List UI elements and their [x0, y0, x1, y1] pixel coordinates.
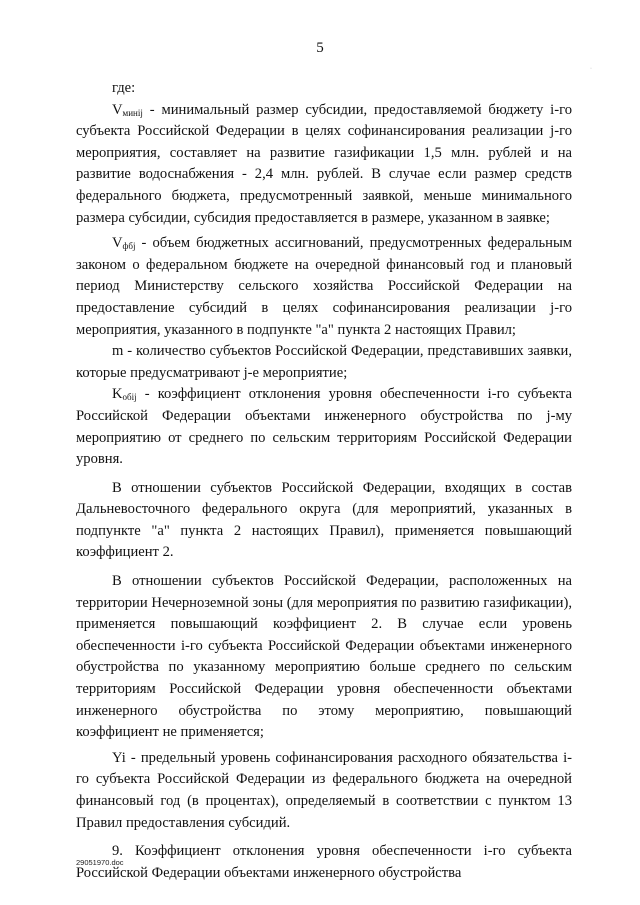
symbol-subscript: фбj	[122, 241, 136, 252]
page-number: 5	[316, 40, 324, 56]
document-body	[76, 78, 572, 884]
paragraph-text: - минимальный размер субсидии, предоставляемой бюджету i-го субъекта Российской Федерации в целях софинансирования реализации j-го мероприятия, составляет на развитие газификации 1,5 млн. рублей и на развитие водоснабжения - 2,4 млн. рублей. В случае если размер средств федерального бюджета, предусмотренный заявкой, меньше минимального размера субсидии, субсидия предоставляется в размере, указанном в заявке;	[76, 101, 572, 226]
footer-filename: 29051970.doc	[76, 858, 124, 867]
paragraph-yi: Yi - предельный уровень софинансирования расходного обязательства i-го субъекта Российской Федерации из федерального бюджета на очередной финансовый год (в процентах), определяемый в соответствии с пунктом 13 Правил предоставления субсидий.	[76, 749, 572, 831]
stray-mark: ·	[590, 66, 592, 72]
paragraph-v-fb	[76, 233, 572, 341]
symbol-v: V	[112, 235, 123, 252]
where-label: где:	[112, 80, 136, 96]
symbol-k: K	[112, 386, 123, 403]
paragraph-m: m - количество субъектов Российской Федерации, представивших заявки, которые предусматривают j-е мероприятие;	[76, 343, 572, 381]
paragraph-k-ob	[76, 384, 572, 470]
symbol-v: V	[112, 101, 123, 118]
symbol-subscript: обij	[122, 392, 137, 403]
paragraph-non-chernozem: В отношении субъектов Российской Федерации, расположенных на территории Нечерноземной зоны (для мероприятия по развитию газификации), применяется повышающий коэффициент 2. В случае если уровень обеспеченности i-го субъекта Российской Федерации объектами инженерного обустройства по указанному мероприятию больше среднего по сельским территориям Российской Федерации уровня обеспеченности объектами инженерного обустройства по этому мероприятию, повышающий коэффициент не применяется;	[76, 573, 572, 741]
paragraph-text: - объем бюджетных ассигнований, предусмотренных федеральным законом о федеральном бюджете на очередной финансовый год и плановый период Министерству сельского хозяйства Российской Федерации на предоставление субсидий в целях софинансирования реализации j-го мероприятия, указанного в подпункте "а" пункта 2 настоящих Правил;	[76, 235, 572, 338]
paragraph-text: - коэффициент отклонения уровня обеспеченности i-го субъекта Российской Федерации объектами инженерного обустройства по j-му мероприятию от среднего по сельским территориям Российской Федерации уровня.	[76, 386, 572, 468]
paragraph-item-9: 9. Коэффициент отклонения уровня обеспеченности i-го субъекта Российской Федерации объектами инженерного обустройства	[76, 843, 572, 881]
paragraph-far-east: В отношении субъектов Российской Федерации, входящих в состав Дальневосточного федерального округа (для мероприятий, указанных в подпункте "а" пункта 2 настоящих Правил), применяется повышающий коэффициент 2.	[76, 479, 572, 561]
symbol-subscript: минij	[122, 107, 143, 118]
paragraph-v-min	[76, 100, 572, 230]
